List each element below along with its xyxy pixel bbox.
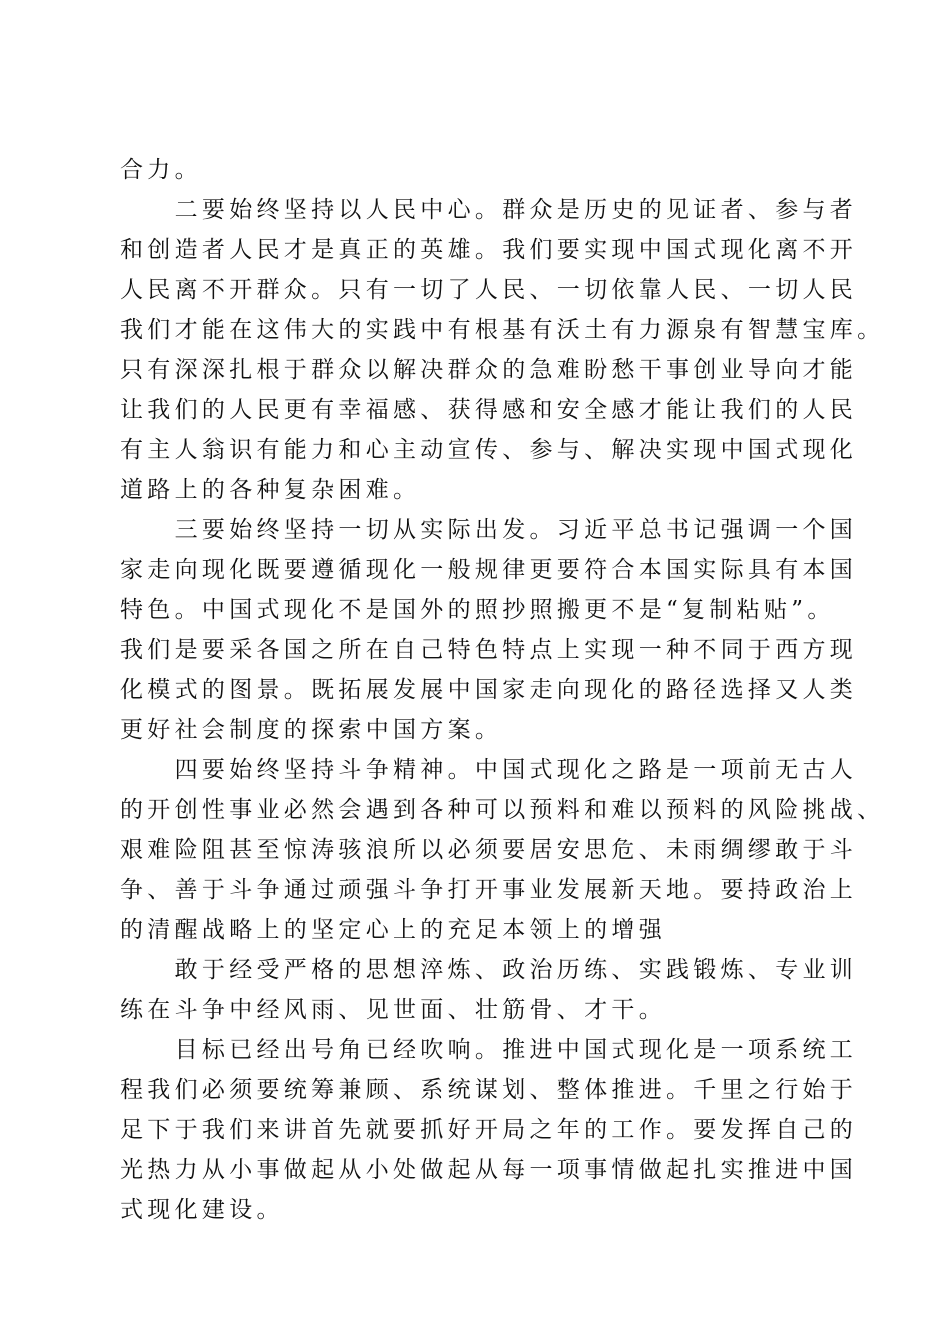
- text-line: 敢于经受严格的思想淬炼、政治历练、实践锻炼、专业训: [120, 957, 858, 983]
- text-line: 特色。中国式现化不是国外的照抄照搬更不是“复制粘贴”。: [120, 597, 835, 623]
- text-line: 足下于我们来讲首先就要抓好开局之年的工作。要发挥自己的: [120, 1117, 858, 1143]
- text-line: 二要始终坚持以人民中心。群众是历史的见证者、参与者: [120, 197, 858, 223]
- text-line: 式现化建设。: [120, 1197, 284, 1223]
- text-line: 化模式的图景。既拓展发展中国家走向现化的路径选择又人类: [120, 677, 858, 703]
- text-line: 家走向现化既要遵循现化一般规律更要符合本国实际具有本国: [120, 557, 858, 583]
- text-line: 的开创性事业必然会遇到各种可以预料和难以预料的风险挑战、: [120, 797, 885, 823]
- text-line: 三要始终坚持一切从实际出发。习近平总书记强调一个国: [120, 517, 858, 543]
- text-line: 的清醒战略上的坚定心上的充足本领上的增强: [120, 917, 666, 943]
- text-line: 艰难险阻甚至惊涛骇浪所以必须要居安思危、未雨绸缪敢于斗: [120, 837, 858, 863]
- text-line: 四要始终坚持斗争精神。中国式现化之路是一项前无古人: [120, 757, 858, 783]
- text-line: 程我们必须要统筹兼顾、系统谋划、整体推进。千里之行始于: [120, 1077, 858, 1103]
- text-line: 让我们的人民更有幸福感、获得感和安全感才能让我们的人民: [120, 397, 858, 423]
- text-line: 我们是要采各国之所在自己特色特点上实现一种不同于西方现: [120, 637, 858, 663]
- text-line: 合力。: [120, 157, 202, 183]
- text-line: 和创造者人民才是真正的英雄。我们要实现中国式现化离不开: [120, 237, 858, 263]
- text-line: 道路上的各种复杂困难。: [120, 477, 421, 503]
- text-line: 光热力从小事做起从小处做起从每一项事情做起扎实推进中国: [120, 1157, 858, 1183]
- text-line: 我们才能在这伟大的实践中有根基有沃土有力源泉有智慧宝库。: [120, 317, 885, 343]
- text-line: 练在斗争中经风雨、见世面、壮筋骨、才干。: [120, 997, 666, 1023]
- text-line: 人民离不开群众。只有一切了人民、一切依靠人民、一切人民: [120, 277, 858, 303]
- text-line: 只有深深扎根于群众以解决群众的急难盼愁干事创业导向才能: [120, 357, 858, 383]
- text-line: 目标已经出号角已经吹响。推进中国式现化是一项系统工: [120, 1037, 858, 1063]
- text-line: 有主人翁识有能力和心主动宣传、参与、解决实现中国式现化: [120, 437, 858, 463]
- document-body: [120, 150, 885, 1230]
- text-line: 更好社会制度的探索中国方案。: [120, 717, 503, 743]
- text-line: 争、善于斗争通过顽强斗争打开事业发展新天地。要持政治上: [120, 877, 858, 903]
